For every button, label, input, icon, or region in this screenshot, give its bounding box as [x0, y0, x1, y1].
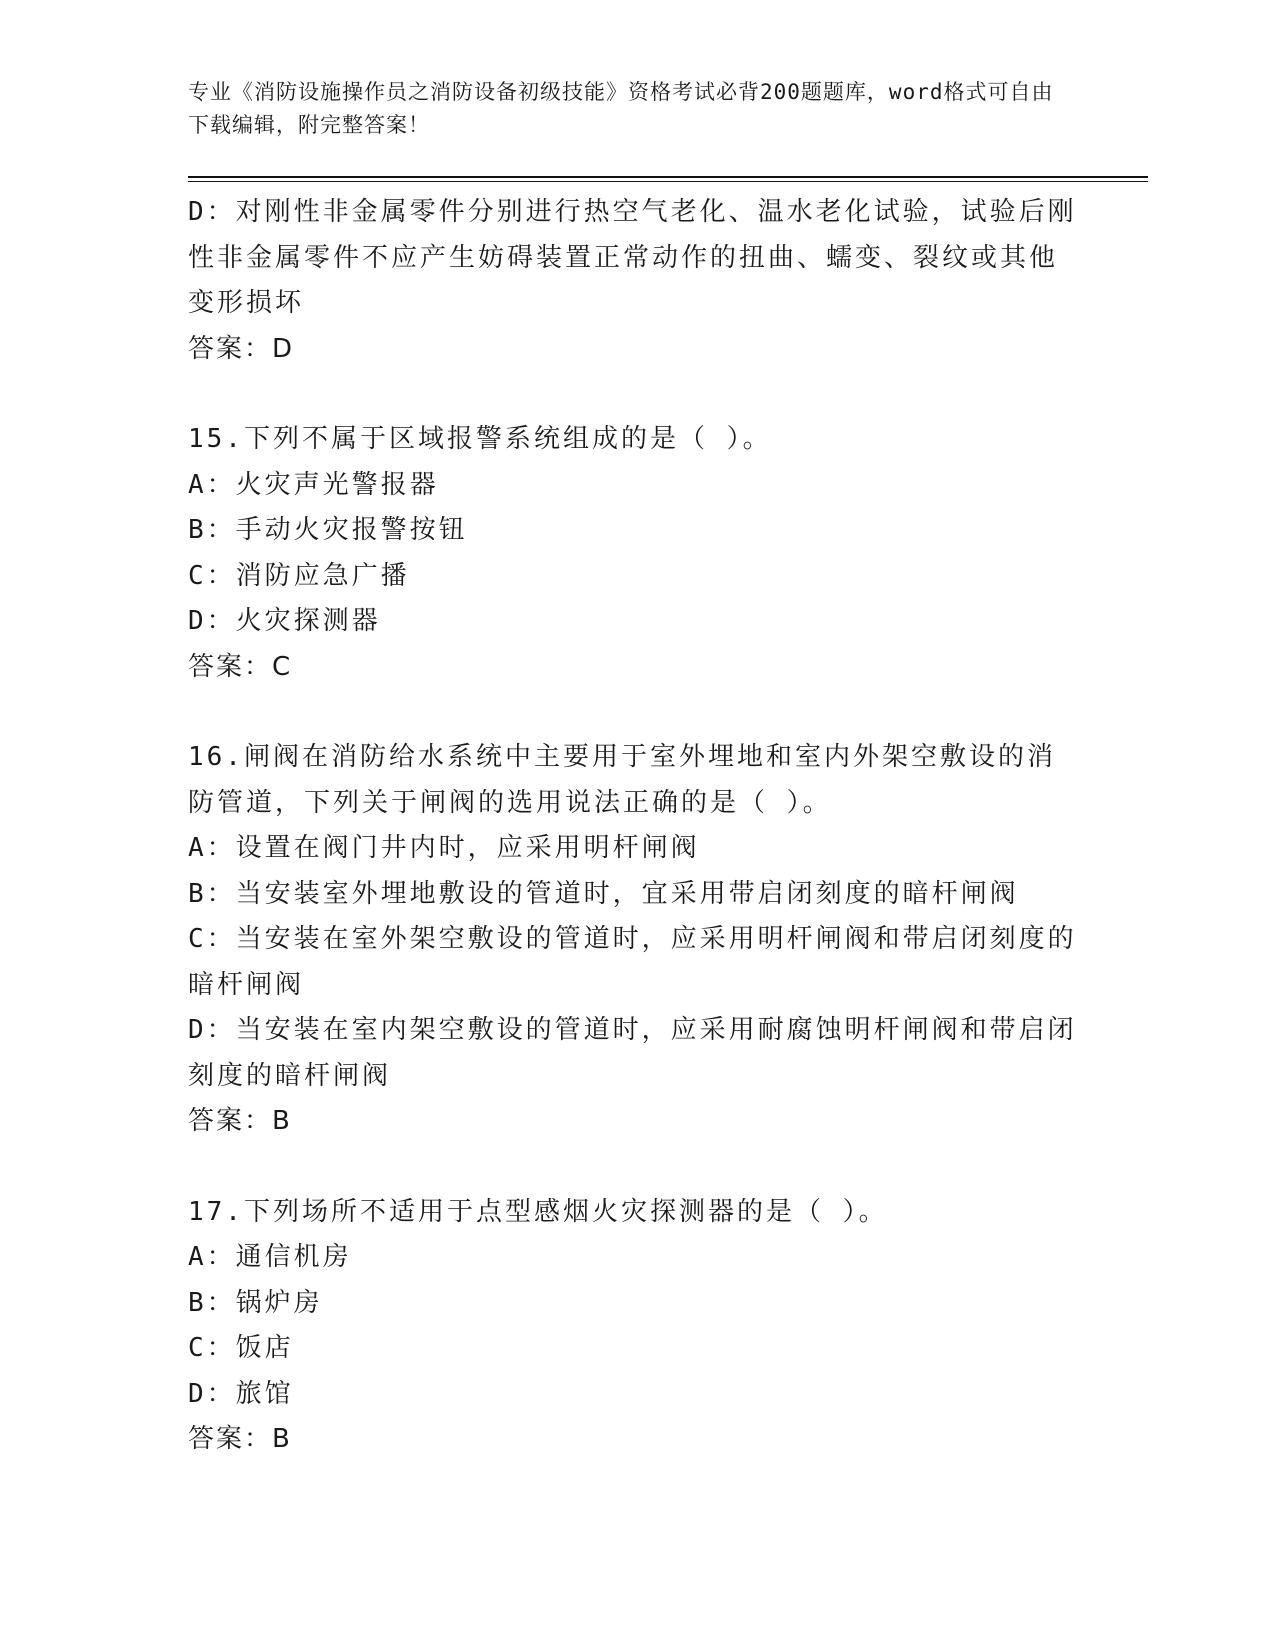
- question-16: [188, 735, 1078, 1145]
- option-d: D：对刚性非金属零件分别进行热空气老化、温水老化试验，试验后刚性非金属零件不应产生妨碍装置正常动作的扭曲、蠕变、裂纹或其他变形损坏: [188, 197, 1077, 318]
- question-content: [188, 190, 1078, 1463]
- previous-question-tail: [188, 190, 1078, 372]
- option-a: A：设置在阀门井内时，应采用明杆闸阀: [188, 833, 700, 863]
- option-d: D：当安装在室内架空敷设的管道时，应采用耐腐蚀明杆闸阀和带启闭刻度的暗杆闸阀: [188, 1015, 1077, 1091]
- answer-line: 答案：B: [188, 1424, 292, 1454]
- answer-line: 答案：C: [188, 651, 293, 682]
- option-d: D：旅馆: [188, 1378, 294, 1409]
- option-a: A：火灾声光警报器: [188, 469, 439, 500]
- header-divider-thin: [188, 181, 1148, 182]
- answer-line: 答案：D: [188, 333, 295, 364]
- question-stem: 17.下列场所不适用于点型感烟火灾探测器的是（ ）。: [188, 1196, 888, 1227]
- option-d: D：火灾探测器: [188, 606, 381, 636]
- question-stem: 16.闸阀在消防给水系统中主要用于室外埋地和室内外架空敷设的消防管道，下列关于闸阀的选用说法正确的是（ ）。: [188, 742, 1056, 818]
- question-stem: 15.下列不属于区域报警系统组成的是（ ）。: [188, 424, 772, 454]
- option-c: C：消防应急广播: [188, 560, 410, 591]
- question-15: [188, 417, 1078, 690]
- option-a: A：通信机房: [188, 1242, 352, 1272]
- option-c: C：饭店: [188, 1333, 294, 1363]
- document-header: 专业《消防设施操作员之消防设备初级技能》资格考试必背200题题库，word格式可自由下载编辑，附完整答案！: [188, 80, 1054, 137]
- answer-line: 答案：B: [188, 1106, 292, 1136]
- option-c: C：当安装在室外架空敷设的管道时，应采用明杆闸阀和带启闭刻度的暗杆闸阀: [188, 924, 1077, 1000]
- option-b: B：当安装室外埋地敷设的管道时，宜采用带启闭刻度的暗杆闸阀: [188, 878, 1019, 909]
- header-divider-thick: [188, 176, 1148, 178]
- option-b: B：手动火灾报警按钮: [188, 515, 468, 545]
- question-17: [188, 1190, 1078, 1463]
- option-b: B：锅炉房: [188, 1287, 323, 1318]
